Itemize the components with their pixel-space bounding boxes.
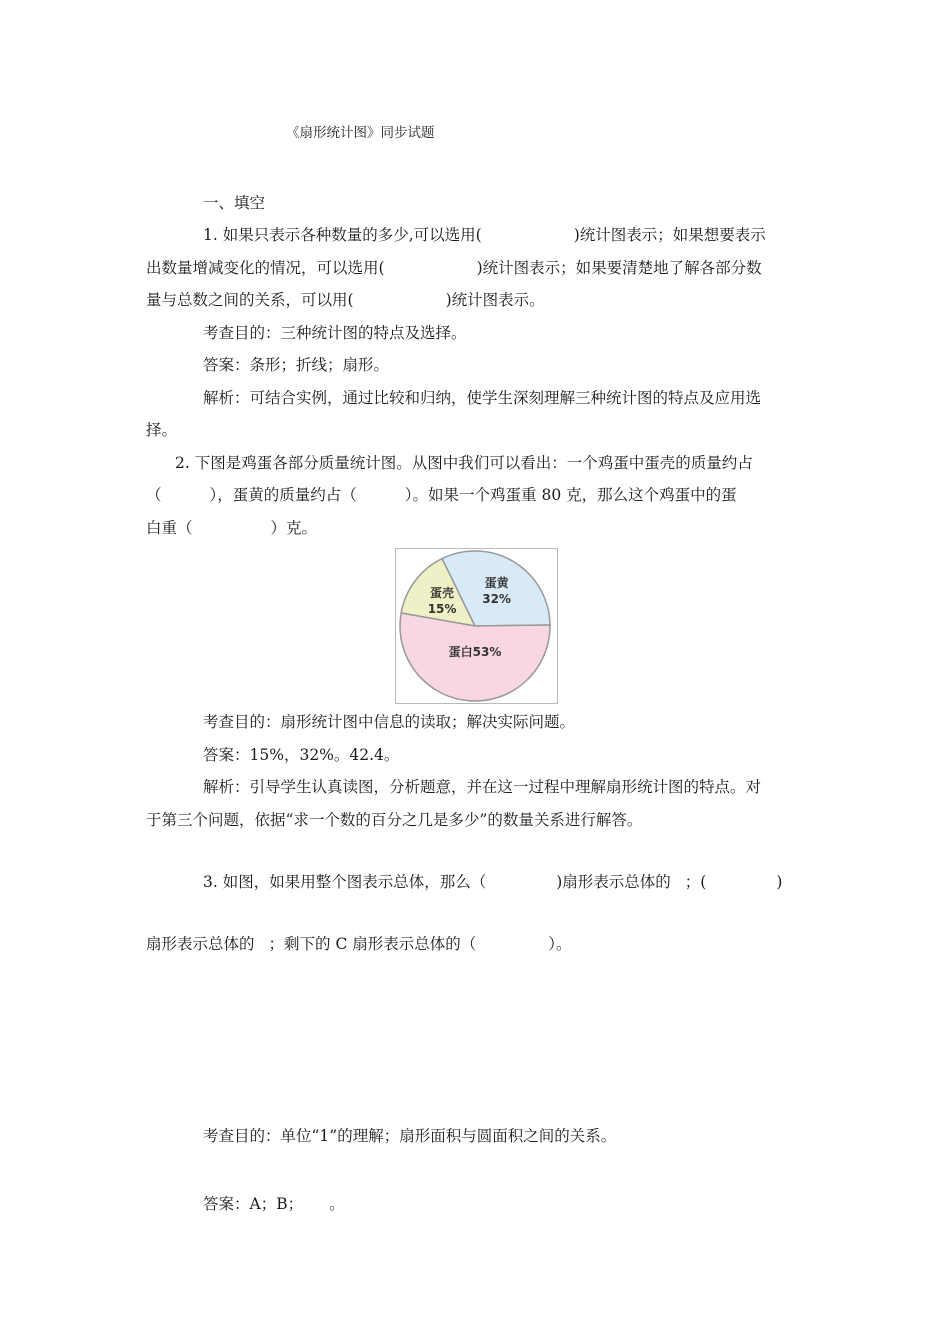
q2-purpose: 考查目的：扇形统计图中信息的读取；解决实际问题。 <box>203 713 576 731</box>
egg-pie-chart <box>395 548 558 704</box>
q3-text: 扇形表示总体的 <box>146 935 255 953</box>
q2-line-3 <box>146 518 317 538</box>
q1-line-1 <box>203 225 766 245</box>
q2-line-1: 2. 下图是鸡蛋各部分质量统计图。从图中我们可以看出：一个鸡蛋中蛋壳的质量约占 <box>175 454 753 472</box>
q1-text: 量与总数之间的关系，可以用( <box>146 291 354 309</box>
q3-text: )扇形表示总体的 <box>556 873 671 891</box>
q2-analysis-cont: 于第三个问题，依据“求一个数的百分之几是多少”的数量关系进行解答。 <box>146 811 643 829</box>
q1-text: )统计图表示；如果想要表示 <box>573 226 766 244</box>
q3-answer <box>203 1194 345 1214</box>
q3-line-2 <box>146 934 572 954</box>
q2-text: ）克。 <box>270 519 318 537</box>
q1-text: )统计图表示。 <box>445 291 545 309</box>
q2-line-2 <box>146 485 737 505</box>
q1-text: 1. 如果只表示各种数量的多少,可以选用( <box>203 226 482 244</box>
q1-answer: 答案：条形；折线；扇形。 <box>203 356 390 374</box>
q3-text: ）。 <box>548 935 572 953</box>
q1-analysis-cont: 择。 <box>146 421 178 439</box>
pie-label-2: 蛋黄 <box>484 575 509 590</box>
q3-text: 3. 如图，如果用整个图表示总体，那么（ <box>203 873 487 891</box>
q1-text: )统计图表示；如果要清楚地了解各部分数 <box>476 259 762 277</box>
q3-purpose: 考查目的：单位“1”的理解；扇形面积与圆面积之间的关系。 <box>203 1127 617 1145</box>
q3-text: 。 <box>329 1195 345 1213</box>
q3-line-1 <box>203 872 782 892</box>
q2-answer: 答案：15%，32%。42.4。 <box>203 746 400 764</box>
section-heading: 一、填空 <box>203 194 266 212</box>
q2-text: （ <box>146 486 162 504</box>
q1-analysis: 解析：可结合实例，通过比较和归纳，使学生深刻理解三种统计图的特点及应用选 <box>203 389 762 407</box>
q3-text: ；( <box>684 873 707 891</box>
pie-value-label-2: 32% <box>482 591 511 606</box>
q3-text: ；剩下的 C 扇形表示总体的（ <box>268 935 477 953</box>
q1-line-3 <box>146 290 545 310</box>
pie-value-label-1: 15% <box>427 602 457 617</box>
q2-text: ）。如果一个鸡蛋重 80 克，那么这个鸡蛋中的蛋 <box>404 486 737 504</box>
q1-text: 出数量增减变化的情况，可以选用( <box>146 259 385 277</box>
q3-text: ) <box>776 873 783 891</box>
pie-svg <box>396 549 557 703</box>
q3-text: 答案：A；B； <box>203 1195 304 1213</box>
pie-label-1: 蛋壳 <box>430 586 455 601</box>
q2-text: ），蛋黄的质量约占（ <box>209 486 357 504</box>
pie-label-3: 蛋白53% <box>448 645 502 659</box>
q2-text: 白重（ <box>146 519 193 537</box>
q2-analysis: 解析：引导学生认真读图，分析题意，并在这一过程中理解扇形统计图的特点。对 <box>203 778 762 796</box>
q1-line-2 <box>146 258 762 278</box>
q1-purpose: 考查目的：三种统计图的特点及选择。 <box>203 324 467 342</box>
document-title: 《扇形统计图》同步试题 <box>286 125 435 141</box>
